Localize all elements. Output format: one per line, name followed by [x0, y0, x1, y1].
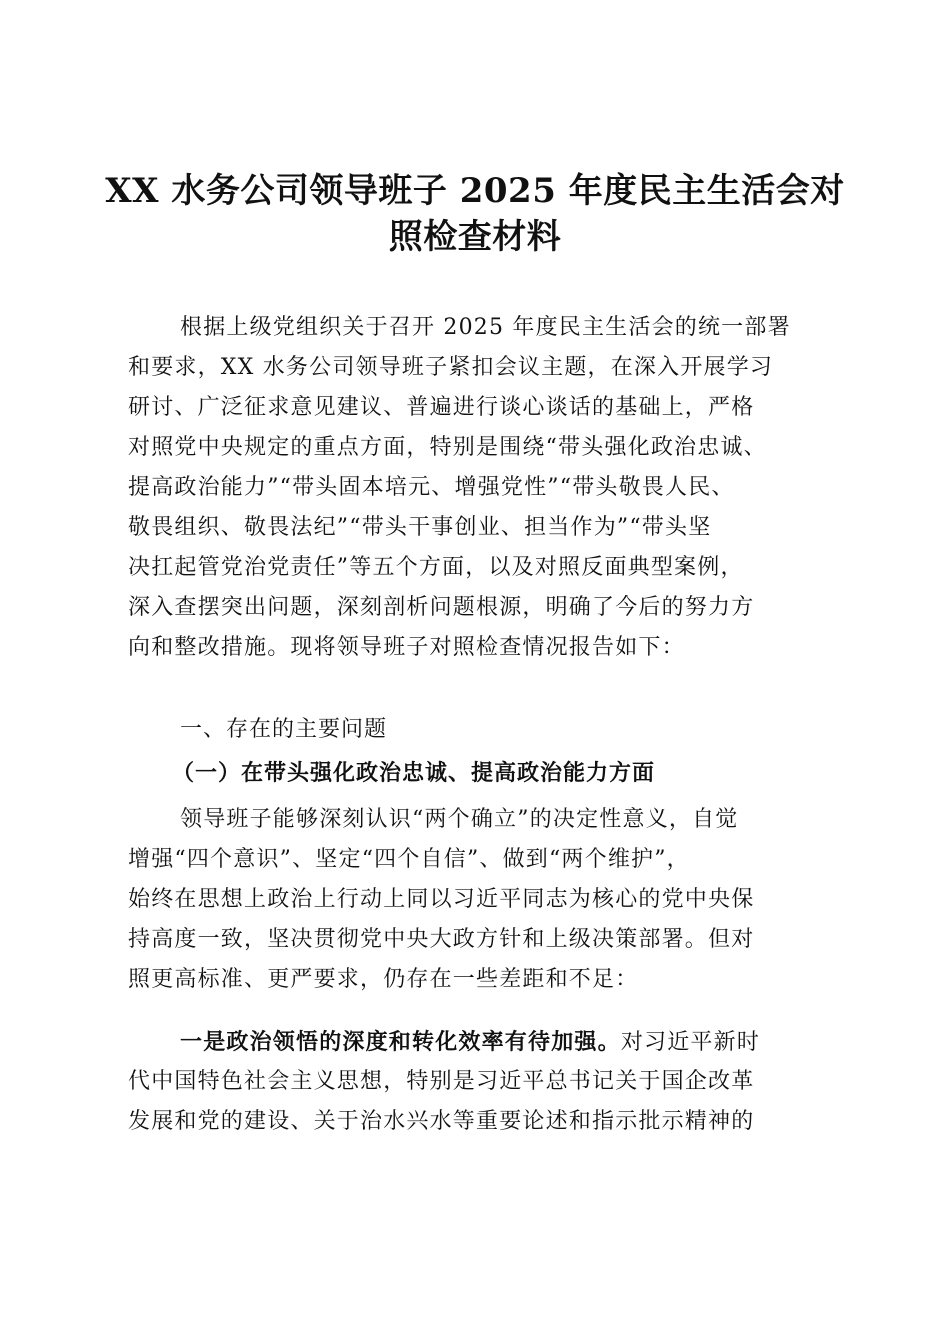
- paragraph-line: 根据上级党组织关于召开 2025 年度民主生活会的统一部署: [180, 315, 791, 340]
- paragraph-line: 深入查摆突出问题，深刻剖析问题根源，明确了今后的努力方: [128, 595, 755, 620]
- intro-paragraph: [128, 308, 828, 668]
- paragraph-line: 提高政治能力”“带头固本培元、增强党性”“带头敬畏人民、: [128, 475, 735, 500]
- point-paragraph: [128, 1022, 828, 1142]
- paragraph-line: 代中国特色社会主义思想，特别是习近平总书记关于国企改革: [128, 1069, 755, 1094]
- paragraph-line: 增强“四个意识”、坚定“四个自信”、做到“两个维护”，: [128, 847, 690, 872]
- subsection-heading: （一）在带头强化政治忠诚、提高政治能力方面: [172, 761, 656, 786]
- section-heading: 一、存在的主要问题: [180, 717, 388, 742]
- paragraph-line: 和要求，XX 水务公司领导班子紧扣会议主题，在深入开展学习: [128, 355, 774, 380]
- paragraph-line: [128, 1022, 828, 1062]
- point-lead: 一是政治领悟的深度和转化效率有待加强。: [180, 1029, 621, 1055]
- paragraph-line: 照更高标准、更严要求，仍存在一些差距和不足：: [128, 967, 639, 992]
- paragraph-line: 决扛起管党治党责任”等五个方面，以及对照反面典型案例，: [128, 555, 744, 580]
- paragraph-line: 领导班子能够深刻认识“两个确立”的决定性意义，自觉: [180, 807, 739, 832]
- body-paragraph: [128, 800, 828, 1000]
- paragraph-line: 向和整改措施。现将领导班子对照检查情况报告如下：: [128, 635, 685, 660]
- paragraph-line: 持高度一致，坚决贯彻党中央大政方针和上级决策部署。但对: [128, 927, 755, 952]
- paragraph-line: 对照党中央规定的重点方面，特别是围绕“带头强化政治忠诚、: [128, 435, 767, 460]
- title-line: 照检查材料: [388, 217, 562, 257]
- paragraph-line: 发展和党的建设、关于治水兴水等重要论述和指示批示精神的: [128, 1109, 755, 1134]
- point-text: 对习近平新时: [620, 1030, 761, 1055]
- paragraph-line: 研讨、广泛征求意见建议、普遍进行谈心谈话的基础上，严格: [128, 395, 755, 420]
- paragraph-line: 始终在思想上政治上行动上同以习近平同志为核心的党中央保: [128, 887, 755, 912]
- document-title: [100, 168, 850, 260]
- title-line: XX 水务公司领导班子 2025 年度民主生活会对: [105, 171, 845, 211]
- paragraph-line: 敬畏组织、敬畏法纪”“带头干事创业、担当作为”“带头坚: [128, 515, 712, 540]
